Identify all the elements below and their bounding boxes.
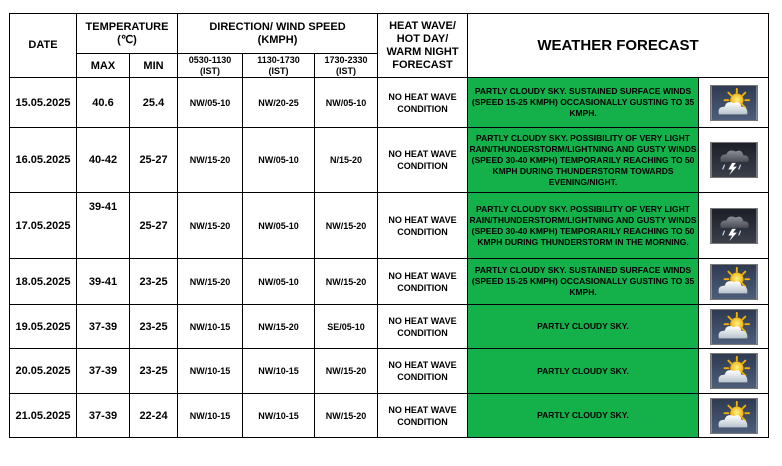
wind-evening-cell: NW/15-20 (315, 193, 378, 259)
wind-header (178, 14, 378, 54)
forecast-table (9, 13, 769, 438)
max-temp-cell: 37-39 (77, 305, 130, 349)
wind-afternoon-cell: NW/05-10 (243, 259, 315, 305)
forecast-text-cell: PARTLY CLOUDY SKY. SUSTAINED SURFACE WINDS (SPEED 15-25 KMPH) OCCASIONALLY GUSTING TO 35 KMPH. (468, 78, 699, 128)
forecast-row (10, 259, 769, 305)
thunderstorm-icon-graphic (711, 209, 757, 243)
icon-cell (699, 349, 769, 394)
wind-evening-cell: N/15-20 (315, 128, 378, 193)
min-temp-cell: 25-27 (130, 128, 178, 193)
max-temp-cell: 39-41 (77, 259, 130, 305)
slot-header-evening: 1730-2330 (IST) (315, 54, 378, 78)
forecast-row (10, 305, 769, 349)
forecast-row (10, 349, 769, 394)
icon-cell (699, 193, 769, 259)
date-cell: 15.05.2025 (10, 78, 77, 128)
wind-afternoon-cell: NW/05-10 (243, 128, 315, 193)
temperature-header (77, 14, 178, 54)
date-cell: 17.05.2025 (10, 193, 77, 259)
wind-unit: (KMPH) (257, 33, 298, 46)
date-cell: 21.05.2025 (10, 394, 77, 438)
min-header: MIN (130, 54, 178, 78)
heatwave-cell: NO HEAT WAVE CONDITION (378, 349, 468, 394)
wind-morning-cell: NW/15-20 (178, 128, 243, 193)
forecast-row (10, 193, 769, 259)
partly-cloudy-icon (710, 264, 758, 300)
heatwave-cell: NO HEAT WAVE CONDITION (378, 259, 468, 305)
heatwave-header: HEAT WAVE/ HOT DAY/ WARM NIGHT FORECAST (378, 14, 468, 78)
wind-afternoon-cell: NW/10-15 (243, 349, 315, 394)
forecast-text-cell: PARTLY CLOUDY SKY. SUSTAINED SURFACE WINDS (SPEED 15-25 KMPH) OCCASIONALLY GUSTING TO 35 KMPH. (468, 259, 699, 305)
heatwave-cell: NO HEAT WAVE CONDITION (378, 305, 468, 349)
partly-cloudy-icon-graphic (711, 86, 757, 120)
partly-cloudy-icon-graphic (711, 354, 757, 388)
date-cell: 20.05.2025 (10, 349, 77, 394)
wind-evening-cell: NW/05-10 (315, 78, 378, 128)
forecast-text-cell: PARTLY CLOUDY SKY. (468, 305, 699, 349)
weather-forecast-header: WEATHER FORECAST (468, 14, 769, 78)
wind-evening-cell: SE/05-10 (315, 305, 378, 349)
forecast-text-cell: PARTLY CLOUDY SKY. (468, 349, 699, 394)
wind-morning-cell: NW/10-15 (178, 305, 243, 349)
max-temp-cell: 39-41 (77, 193, 130, 259)
heatwave-cell: NO HEAT WAVE CONDITION (378, 128, 468, 193)
min-temp-cell: 23-25 (130, 259, 178, 305)
thunderstorm-icon-graphic (711, 143, 757, 177)
wind-evening-cell: NW/15-20 (315, 349, 378, 394)
wind-morning-cell: NW/10-15 (178, 349, 243, 394)
forecast-row (10, 128, 769, 193)
icon-cell (699, 128, 769, 193)
wind-morning-cell: NW/15-20 (178, 193, 243, 259)
slot-header-afternoon: 1130-1730 (IST) (243, 54, 315, 78)
thunderstorm-icon (710, 208, 758, 244)
max-temp-cell: 37-39 (77, 394, 130, 438)
heatwave-cell: NO HEAT WAVE CONDITION (378, 394, 468, 438)
forecast-row (10, 78, 769, 128)
min-temp-cell: 23-25 (130, 349, 178, 394)
icon-cell (699, 305, 769, 349)
min-temp-cell: 25.4 (130, 78, 178, 128)
wind-evening-cell: NW/15-20 (315, 394, 378, 438)
temperature-unit: (℃) (117, 33, 137, 46)
min-temp-cell: 22-24 (130, 394, 178, 438)
thunderstorm-icon (710, 142, 758, 178)
icon-cell (699, 394, 769, 438)
date-cell: 18.05.2025 (10, 259, 77, 305)
partly-cloudy-icon (710, 353, 758, 389)
heatwave-cell: NO HEAT WAVE CONDITION (378, 78, 468, 128)
date-header: DATE (10, 14, 77, 78)
wind-morning-cell: NW/15-20 (178, 259, 243, 305)
max-header: MAX (77, 54, 130, 78)
wind-morning-cell: NW/10-15 (178, 394, 243, 438)
wind-afternoon-cell: NW/10-15 (243, 394, 315, 438)
partly-cloudy-icon (710, 85, 758, 121)
heatwave-cell: NO HEAT WAVE CONDITION (378, 193, 468, 259)
forecast-row (10, 394, 769, 438)
wind-afternoon-cell: NW/05-10 (243, 193, 315, 259)
slot-header-morning: 0530-1130 (IST) (178, 54, 243, 78)
wind-afternoon-cell: NW/15-20 (243, 305, 315, 349)
partly-cloudy-icon-graphic (711, 310, 757, 344)
min-temp-cell: 25-27 (130, 193, 178, 259)
wind-morning-cell: NW/05-10 (178, 78, 243, 128)
temperature-title: TEMPERATURE (85, 20, 169, 33)
icon-cell (699, 78, 769, 128)
partly-cloudy-icon-graphic (711, 265, 757, 299)
date-cell: 19.05.2025 (10, 305, 77, 349)
forecast-text-cell: PARTLY CLOUDY SKY. POSSIBILITY OF VERY LIGHT RAIN/THUNDERSTORM/LIGHTNING AND GUSTY WINDS (SPEED 30-40 KMPH) TEMPORARILY REACHING TO 50 KMPH DURING THUNDERSTORM TOWARDS EVENING/NIGHT. (468, 128, 699, 193)
min-temp-cell: 23-25 (130, 305, 178, 349)
icon-cell (699, 259, 769, 305)
partly-cloudy-icon (710, 398, 758, 434)
partly-cloudy-icon-graphic (711, 399, 757, 433)
forecast-text-cell: PARTLY CLOUDY SKY. POSSIBILITY OF VERY LIGHT RAIN/THUNDERSTORM/LIGHTNING AND GUSTY WINDS (SPEED 30-40 KMPH) TEMPORARILY REACHING TO 50 KMPH DURING THUNDERSTORM IN THE MORNING. (468, 193, 699, 259)
max-temp-cell: 40-42 (77, 128, 130, 193)
max-temp-cell: 37-39 (77, 349, 130, 394)
wind-title: DIRECTION/ WIND SPEED (209, 20, 346, 33)
forecast-text-cell: PARTLY CLOUDY SKY. (468, 394, 699, 438)
wind-evening-cell: NW/15-20 (315, 259, 378, 305)
max-temp-cell: 40.6 (77, 78, 130, 128)
date-cell: 16.05.2025 (10, 128, 77, 193)
wind-afternoon-cell: NW/20-25 (243, 78, 315, 128)
partly-cloudy-icon (710, 309, 758, 345)
